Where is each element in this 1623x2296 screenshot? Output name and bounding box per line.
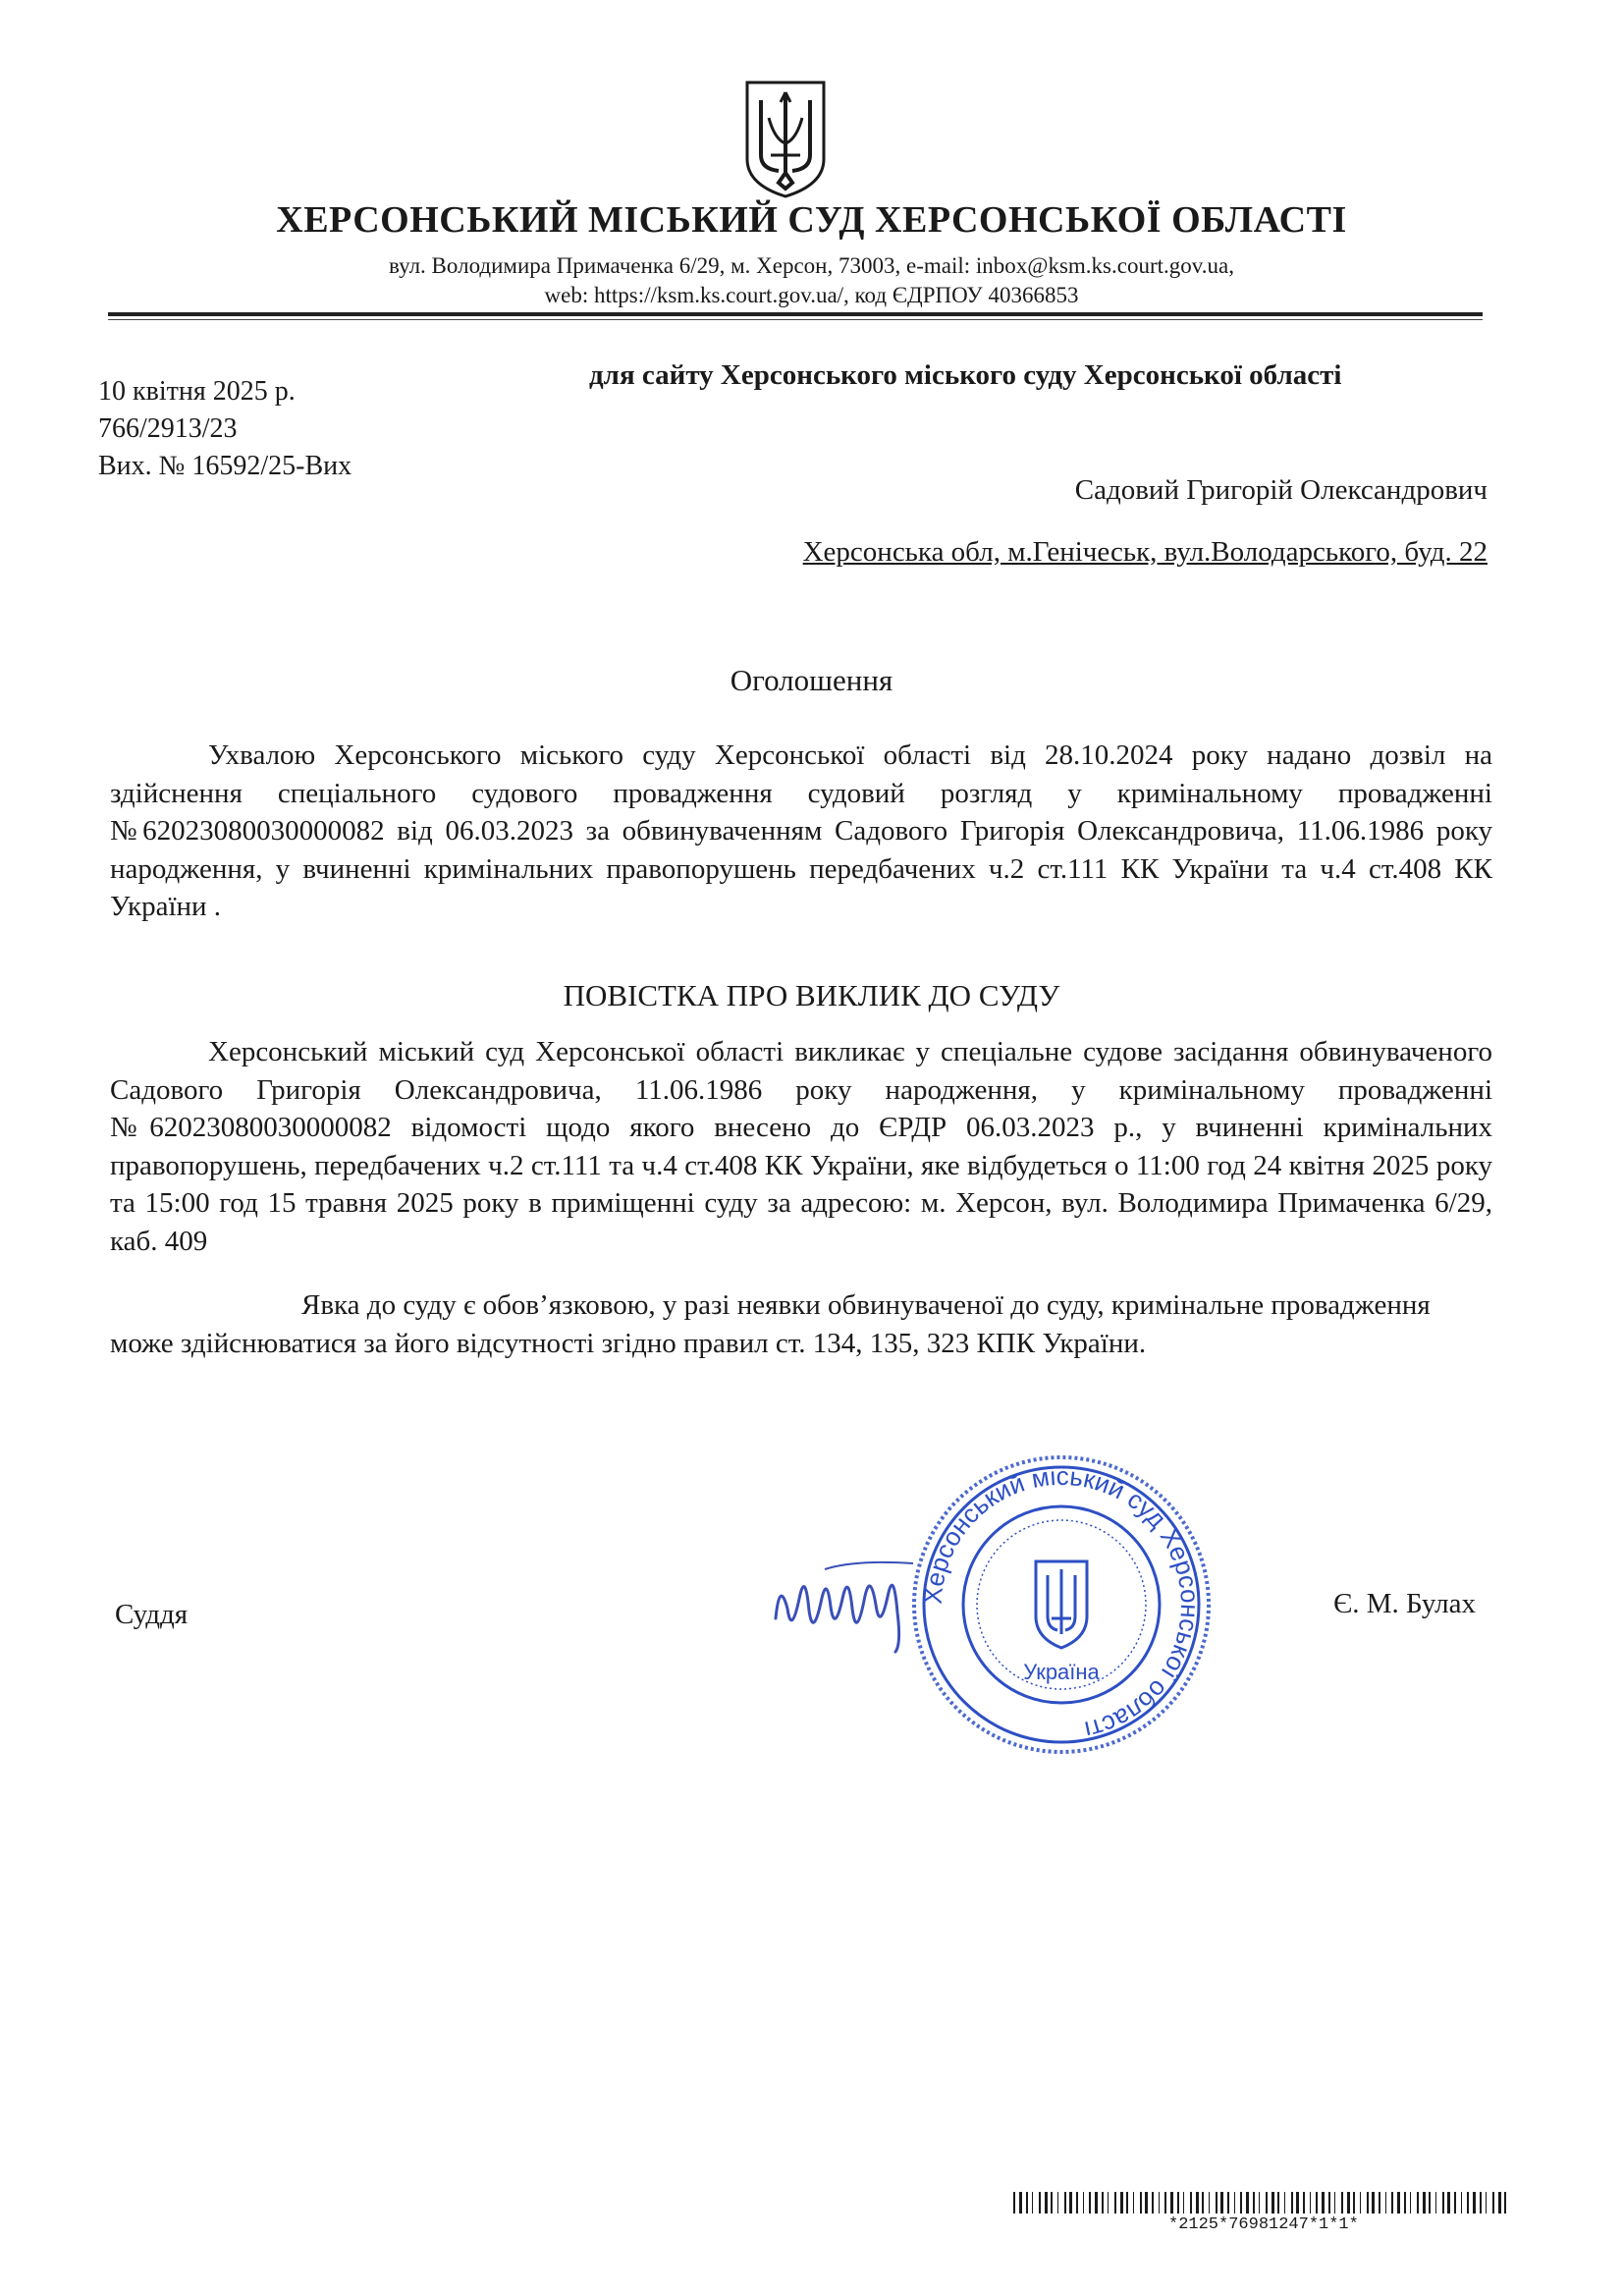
- barcode-bar: [1473, 2192, 1476, 2214]
- barcode-bar: [1397, 2192, 1400, 2214]
- barcode-bar: [1277, 2192, 1279, 2214]
- barcode-bar: [1126, 2192, 1128, 2214]
- court-stamp: [908, 1451, 1215, 1758]
- barcode-bar: [1442, 2192, 1444, 2214]
- barcode-bar: [1240, 2192, 1242, 2214]
- barcode-bar: [1145, 2192, 1148, 2214]
- barcode-bar: [1454, 2192, 1456, 2214]
- barcode-bar: [1051, 2192, 1053, 2214]
- barcode-bar: [1057, 2192, 1058, 2214]
- stamp-outer-text: Херсонський міський суд Херсонської області: [917, 1460, 1206, 1746]
- stamp-trident-icon: [1036, 1561, 1087, 1648]
- barcode-bar: [1492, 2192, 1494, 2214]
- barcode-bar: [1303, 2192, 1305, 2214]
- barcode-bar: [1291, 2192, 1293, 2214]
- barcode-bar: [1190, 2192, 1192, 2214]
- barcode-bar: [1102, 2192, 1104, 2214]
- barcode-bar: [1353, 2192, 1355, 2214]
- barcode-bar: [1347, 2192, 1350, 2214]
- barcode-bar: [1170, 2192, 1173, 2214]
- barcode-bar: [1429, 2192, 1431, 2214]
- barcode-number: *2125*76981247*1*1*: [1168, 2215, 1359, 2234]
- barcode-bar: [1461, 2192, 1462, 2214]
- barcode-bar: [1177, 2192, 1179, 2214]
- barcode-bar: [1089, 2192, 1091, 2214]
- barcode-bar: [1372, 2192, 1375, 2214]
- recipient-address: Херсонська обл, м.Генічеськ, вул.Володарського, буд. 22: [802, 536, 1488, 568]
- barcode-bar: [1032, 2192, 1033, 2214]
- court-address-line1: вул. Володимира Примаченка 6/29, м. Херсон, 73003, e-mail: inbox@ksm.ks.court.gov.ua,: [389, 253, 1234, 278]
- barcode-bar: [1259, 2192, 1260, 2214]
- barcode-bar: [1209, 2192, 1210, 2214]
- barcode-bar: [1417, 2192, 1419, 2214]
- barcode-bar: [1379, 2192, 1380, 2214]
- barcode-bar: [1013, 2192, 1015, 2214]
- barcode-bar: [1498, 2192, 1501, 2214]
- barcode-bar: [1159, 2192, 1160, 2214]
- barcode-bar: [1227, 2192, 1229, 2214]
- destination-note: для сайту Херсонського міського суду Херсонської області: [589, 359, 1342, 391]
- court-name: ХЕРСОНСЬКИЙ МІСЬКИЙ СУД ХЕРСОНСЬКОЇ ОБЛАСТІ: [276, 199, 1347, 241]
- barcode-bar: [1196, 2192, 1199, 2214]
- document-date: 10 квітня 2025 р.: [98, 376, 296, 407]
- barcode-bar: [1039, 2192, 1041, 2214]
- barcode-bar: [1316, 2192, 1318, 2214]
- barcode-bar: [1095, 2192, 1098, 2214]
- barcode-bar: [1486, 2192, 1487, 2214]
- barcode-bar: [1026, 2192, 1028, 2214]
- barcode-bar: [1108, 2192, 1109, 2214]
- judge-name: Є. М. Булах: [1333, 1588, 1476, 1619]
- barcode-bar: [1114, 2192, 1116, 2214]
- barcode-bar: [1385, 2192, 1386, 2214]
- outgoing-number: Вих. № 16592/25-Вих: [98, 451, 352, 481]
- barcode-bar: [1164, 2192, 1166, 2214]
- barcode-bar: [1140, 2192, 1142, 2214]
- announcement-heading: Оголошення: [730, 663, 893, 697]
- barcode-bar: [1083, 2192, 1084, 2214]
- barcode-bar: [1341, 2192, 1343, 2214]
- barcode-bar: [1253, 2192, 1255, 2214]
- barcode-bar: [1064, 2192, 1066, 2214]
- summons-text: Херсонський міський суд Херсонської області викликає у спеціальне судове засідання обвинуваченого Садового Григорія Олександровича, 11.06.1986 року народження, у кримінальному провадженні №62023080030000082 відомості щодо якого внесено до ЄРДР 06.03.2023 р., у вчиненні кримінальних правопорушень, передбачених ч.2 ст.111 та ч.4 ст.408 КК України, яке відбудеться о 11:00 год 24 квітня 2025 року та 15:00 год 15 травня 2025 року в приміщенні суду за адресою: м. Херсон, вул. Володимира Примаченка 6/29, каб. 409: [110, 1036, 1492, 1257]
- barcode-bar: [1069, 2192, 1072, 2214]
- barcode-bar: [1404, 2192, 1406, 2214]
- header-divider: [108, 312, 1483, 316]
- barcode-bar: [1202, 2192, 1204, 2214]
- barcode-bar: [1423, 2192, 1426, 2214]
- barcode-bar: [1391, 2192, 1393, 2214]
- barcode-bar: [1019, 2192, 1022, 2214]
- barcode-bar: [1183, 2192, 1184, 2214]
- case-number: 766/2913/23: [98, 413, 238, 444]
- header-divider-thin: [108, 319, 1483, 320]
- barcode-bar: [1216, 2192, 1217, 2214]
- barcode-bar: [1467, 2192, 1469, 2214]
- court-address-line2: web: https://ksm.ks.court.gov.ua/, код ЄДРПОУ 40366853: [544, 283, 1079, 307]
- barcode-bar: [1334, 2192, 1335, 2214]
- summons-notice: Явка до суду є обов’язковою, у разі неявки обвинуваченої до суду, кримінальне провадження може здійснюватися за його відсутності згідно правил ст. 134, 135, 323 КПК України.: [110, 1289, 1431, 1359]
- coat-of-arms-icon: [741, 79, 830, 200]
- barcode-bar: [1504, 2192, 1506, 2214]
- judge-role: Суддя: [115, 1599, 189, 1630]
- barcode-bar: [1435, 2192, 1436, 2214]
- barcode-bar: [1410, 2192, 1411, 2214]
- barcode-bar: [1152, 2192, 1154, 2214]
- barcode-bar: [1322, 2192, 1325, 2214]
- recipient-name: Садовий Григорій Олександрович: [1074, 474, 1488, 506]
- barcode-bar: [1296, 2192, 1299, 2214]
- barcode-bar: [1076, 2192, 1078, 2214]
- barcode-bar: [1120, 2192, 1123, 2214]
- barcode: [1013, 2192, 1514, 2214]
- stamp-inner-text: Україна: [1023, 1660, 1100, 1684]
- barcode-bar: [1310, 2192, 1311, 2214]
- barcode-bar: [1246, 2192, 1249, 2214]
- barcode-bar: [1045, 2192, 1048, 2214]
- barcode-bar: [1234, 2192, 1235, 2214]
- summons-heading: ПОВІСТКА ПРО ВИКЛИК ДО СУДУ: [563, 978, 1060, 1012]
- barcode-bar: [1284, 2192, 1285, 2214]
- barcode-bar: [1360, 2192, 1361, 2214]
- barcode-bar: [1133, 2192, 1134, 2214]
- barcode-bar: [1328, 2192, 1330, 2214]
- barcode-bar: [1266, 2192, 1268, 2214]
- barcode-bar: [1480, 2192, 1482, 2214]
- barcode-bar: [1367, 2192, 1369, 2214]
- barcode-bar: [1271, 2192, 1274, 2214]
- barcode-bar: [1447, 2192, 1450, 2214]
- barcode-bar: [1220, 2192, 1223, 2214]
- announcement-text: Ухвалою Херсонського міського суду Херсонської області від 28.10.2024 року надано дозвіл на здійснення спеціального судового провадження судовий розгляд у кримінальному провадженні №62023080030000082 від 06.03.2023 за обвинуваченням Садового Григорія Олександровича, 11.06.1986 року народження, у вчиненні кримінальних правопорушень передбачених ч.2 ст.111 КК України та ч.4 ст.408 КК України .: [110, 739, 1492, 922]
